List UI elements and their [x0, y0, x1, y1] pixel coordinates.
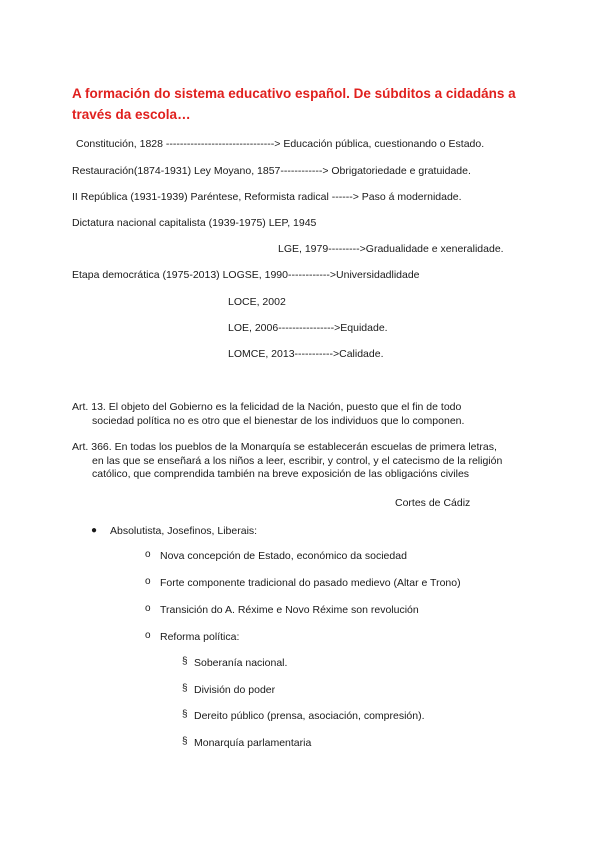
- outline-level3-item-3: Dereito público (prensa, asociación, compresión).: [194, 710, 425, 722]
- article-366-line-3: católico, que comprendida también na breve exposición de las obligacións civiles: [92, 468, 470, 480]
- outline-level2-item-2: Forte componente tradicional do pasado medievo (Altar e Trono): [160, 577, 461, 589]
- timeline-line-etapa-democratica: Etapa democrática (1975-2013) LOGSE, 1990------------>Universidadlidade: [72, 269, 420, 281]
- section-bullet-icon: §: [182, 683, 188, 694]
- outline-level3-item-2: División do poder: [194, 684, 276, 696]
- article-366: [72, 441, 528, 482]
- timeline-line-constitucion: Constitución, 1828 -------------------------------> Educación pública, cuestionando o Estado.: [76, 138, 485, 150]
- timeline-line-loce: LOCE, 2002: [228, 296, 286, 308]
- bullet-icon: ●: [91, 525, 98, 536]
- circle-bullet-icon: o: [145, 630, 151, 641]
- timeline-line-loe: LOE, 2006---------------->Equidade.: [228, 322, 388, 334]
- outline-level1-item: Absolutista, Josefinos, Liberais:: [110, 525, 258, 537]
- section-bullet-icon: §: [182, 656, 188, 667]
- section-bullet-icon: §: [182, 736, 188, 747]
- article-13: [72, 401, 528, 428]
- signature-cortes-de-cadiz: Cortes de Cádiz: [395, 497, 471, 509]
- outline-level2-item-1: Nova concepción de Estado, económico da sociedad: [160, 550, 407, 562]
- outline-level2-item-3: Transición do A. Réxime e Novo Réxime son revolución: [160, 604, 419, 616]
- article-366-line-2: en las que se enseñará a los niños a leer, escribir, y control, y el catecismo de la religión: [92, 454, 503, 467]
- timeline-line-lge: LGE, 1979--------->Gradualidade e xeneralidade.: [278, 243, 504, 255]
- article-13-line-2: sociedad política no es otro que el bienestar de los individuos que lo componen.: [92, 414, 465, 427]
- section-bullet-icon: §: [182, 709, 188, 720]
- timeline-line-lomce: LOMCE, 2013----------->Calidade.: [228, 348, 384, 360]
- outline-level2-item-4: Reforma política:: [160, 631, 240, 643]
- timeline-line-dictatura: Dictatura nacional capitalista (1939-1975) LEP, 1945: [72, 217, 317, 229]
- circle-bullet-icon: o: [145, 576, 151, 587]
- circle-bullet-icon: o: [145, 549, 151, 560]
- circle-bullet-icon: o: [145, 603, 151, 614]
- outline-level3-item-4: Monarquía parlamentaria: [194, 737, 312, 749]
- timeline-line-restauracion: Restauración(1874-1931) Ley Moyano, 1857------------> Obrigatoriedade e gratuidade.: [72, 165, 471, 177]
- article-13-line-1: Art. 13. El objeto del Gobierno es la felicidad de la Nación, puesto que el fin de todo: [72, 401, 462, 413]
- timeline-line-republica: II República (1931-1939) Paréntese, Reformista radical ------> Paso á modernidade.: [72, 191, 462, 203]
- document-title: A formación do sistema educativo español. De súbditos a cidadáns a través da escola…: [72, 86, 516, 122]
- outline-level3-item-1: Soberanía nacional.: [194, 657, 288, 669]
- article-366-line-1: Art. 366. En todas los pueblos de la Monarquía se establecerán escuelas de primera letras,: [72, 441, 497, 453]
